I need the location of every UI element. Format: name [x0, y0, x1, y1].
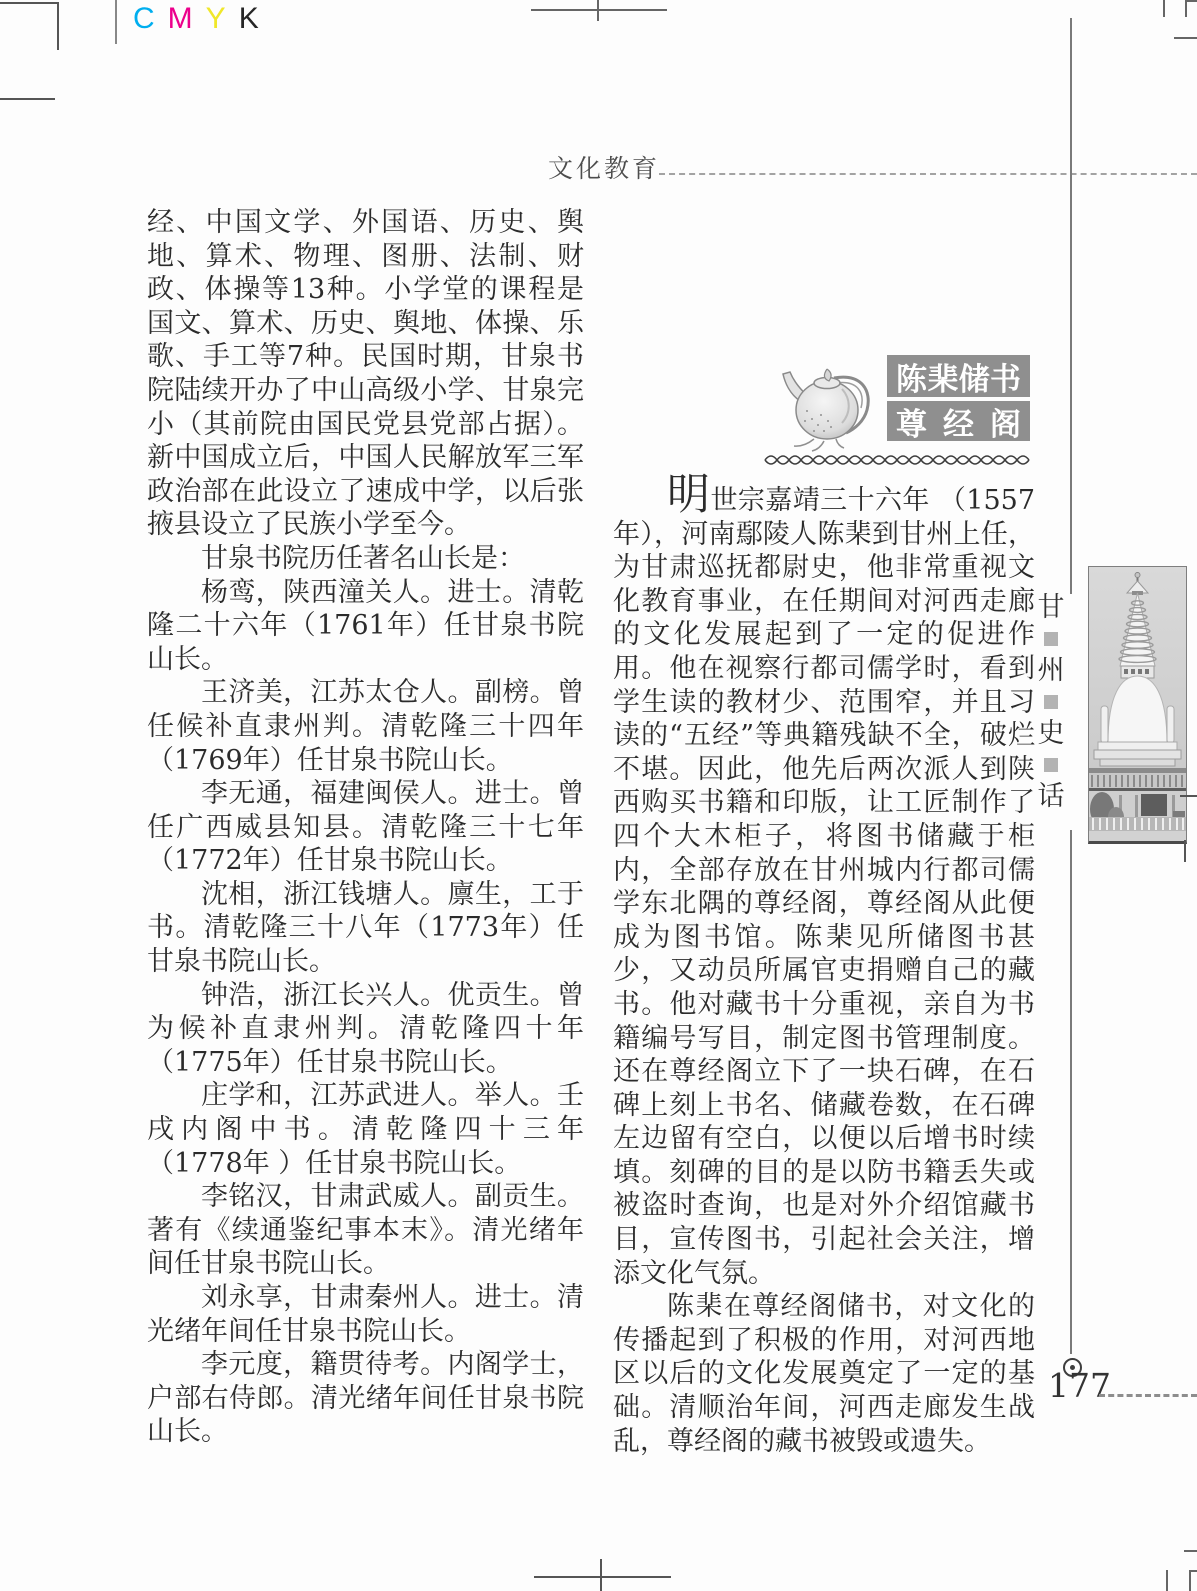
square-bullet: [1044, 758, 1058, 772]
title-char: 书: [989, 361, 1021, 398]
crop-mark-top-right-bar: [1174, 37, 1197, 39]
title-char: 尊: [896, 406, 927, 443]
teapot-icon: [776, 347, 882, 453]
page-number: 177: [1048, 1366, 1111, 1405]
square-bullet: [1044, 695, 1058, 709]
paragraph: 庄学和，江苏武进人。举人。壬戌内阁中书。清乾隆四十三年（1778年 ）任甘泉书院山长。: [147, 1080, 584, 1179]
paragraph: 刘永享，甘肃秦州人。进士。清光绪年间任甘泉书院山长。: [147, 1282, 584, 1347]
crop-mark-bottom-center: [534, 1576, 671, 1578]
right-column-rule-top: [1070, 18, 1072, 594]
cmyk-letter-y: Y: [205, 2, 226, 35]
title-char: 棐: [927, 361, 959, 398]
title-char: 陈: [896, 361, 927, 398]
title-char: 阁: [990, 406, 1021, 443]
title-char: 储: [958, 361, 990, 398]
series-title-char: 史: [1037, 718, 1065, 749]
paragraph: 经、中国文学、外国语、历史、舆地、算术、物理、图册、法制、财政、体操等13种。小学堂的课程是国文、算术、历史、舆地、体操、乐歌、手工等7种。民国时期，甘泉书院陆续开办了中山高级小学、甘泉完小（其前院由国民党县党部占据）。新中国成立后，中国人民解放军三军政治部在此设立了速成中学，以后张掖县设立了民族小学至今。: [147, 207, 584, 541]
paragraph: 钟浩，浙江长兴人。优贡生。曾为候补直隶州判。清乾隆四十年（1775年）任甘泉书院山长。: [147, 979, 584, 1078]
crop-mark-bottom-center-tick: [600, 1559, 602, 1591]
paragraph: 王济美，江苏太仓人。副榜。曾任候补直隶州判。清乾隆三十四年（1769年）任甘泉书院山长。: [147, 677, 584, 776]
running-head-dashed-rule: [659, 173, 1197, 175]
paragraph: 李无通，福建闽侯人。进士。曾任广西威县知县。清乾隆三十七年（1772年）任甘泉书院山长。: [147, 778, 584, 877]
crop-mark-top-right-line: [1163, 0, 1165, 17]
crop-mark-top-right-corner: [1185, 0, 1197, 17]
paragraph: 沈相，浙江钱塘人。廪生，工于书。清乾隆三十八年（1773年）任甘泉书院山长。: [147, 878, 584, 978]
crop-mark-bottom-right-line: [1166, 1570, 1168, 1591]
photo-edge-tick-horizontal: [1180, 795, 1197, 797]
page-number-dashed-rule: [1099, 1394, 1197, 1397]
crop-mark-top-left-bar: [115, 0, 117, 44]
paragraph: 李铭汉，甘肃武威人。副贡生。著有《续通鉴纪事本末》。清光绪年间任甘泉书院山长。: [147, 1181, 584, 1280]
series-title-char: 甘: [1037, 592, 1065, 623]
square-bullet: [1044, 632, 1058, 646]
crop-mark-top-left: [0, 2, 59, 50]
cmyk-letter-k: K: [238, 2, 259, 35]
photo-edge-tick-vertical: [1184, 840, 1186, 862]
paragraph: 杨鸾，陕西潼关人。进士。清乾隆二十六年（1761年）任甘泉书院山长。: [147, 576, 584, 675]
crop-mark-top-center-tick: [597, 0, 599, 21]
sidebar-series-title: [1036, 594, 1066, 810]
series-title-char: 州: [1037, 655, 1065, 686]
left-text-column: [147, 206, 584, 1449]
paragraph: 陈棐在尊经阁储书，对文化的传播起到了积极的作用，对河西地区以后的文化发展奠定了一定的基础。清顺治年间，河西走廊发生战乱，尊经阁的藏书被毁或遗失。: [613, 1291, 1035, 1457]
right-column-rule-bottom: [1070, 830, 1072, 1354]
cmyk-color-bar: [133, 2, 272, 36]
paragraph: [613, 470, 1036, 1290]
crop-mark-bottom-right-bar: [1184, 1550, 1197, 1552]
title-char: 经: [943, 406, 974, 443]
section-title-box-line2: [887, 401, 1030, 441]
paragraph-text: 世宗嘉靖三十六年 （1557年），河南鄢陵人陈棐到甘州上任，为甘肃巡抚都尉史，他非常重视文化教育事业，在任期间对河西走廊的文化发展起到了一定的促进作用。他在视察行都司儒学时，看到学生读的教材少、范围窄，并且习读的“五经”等典籍残缺不全，破烂不堪。因此，他先后两次派人到陕西购买书籍和印版，让工匠制作了四个大木柜子，将图书储藏于柜内，全部存放在甘州城内行都司儒学东北隅的尊经阁，尊经阁从此便成为图书馆。陈棐见所储图书甚少，又动员所属官吏捐赠自己的藏书。他对藏书十分重视，亲自为书籍编号写目，制定图书管理制度。还在尊经阁立下了一块石碑，在石碑上刻上书名、储藏卷数，在石碑左边留有空白，以便以后增书时续填。刻碑的目的是以防书籍丢失或被盗时查询，也是对外介绍馆藏书目，宣传图书，引起社会关注，增添文化气氛。: [613, 485, 1036, 1289]
section-title-box-line1: [887, 355, 1030, 397]
series-title-char: 话: [1037, 781, 1065, 812]
crop-mark-top-center: [531, 9, 667, 11]
crop-mark-bottom-right-corner: [1189, 1570, 1197, 1591]
dropcap-char: 明: [667, 470, 711, 520]
right-text-column: [613, 470, 1036, 1458]
paragraph: 李元度，籍贯待考。内阁学士，户部右侍郎。清光绪年间任甘泉书院山长。: [147, 1349, 584, 1448]
running-head-title: 文化教育: [548, 154, 661, 183]
pagoda-photo: [1088, 566, 1187, 844]
crop-mark-top-left-line: [0, 98, 55, 100]
cmyk-letter-c: C: [133, 2, 155, 35]
paragraph: 甘泉书院历任著名山长是：: [201, 542, 525, 574]
wavy-divider: [763, 450, 1039, 468]
cmyk-letter-m: M: [167, 2, 193, 35]
